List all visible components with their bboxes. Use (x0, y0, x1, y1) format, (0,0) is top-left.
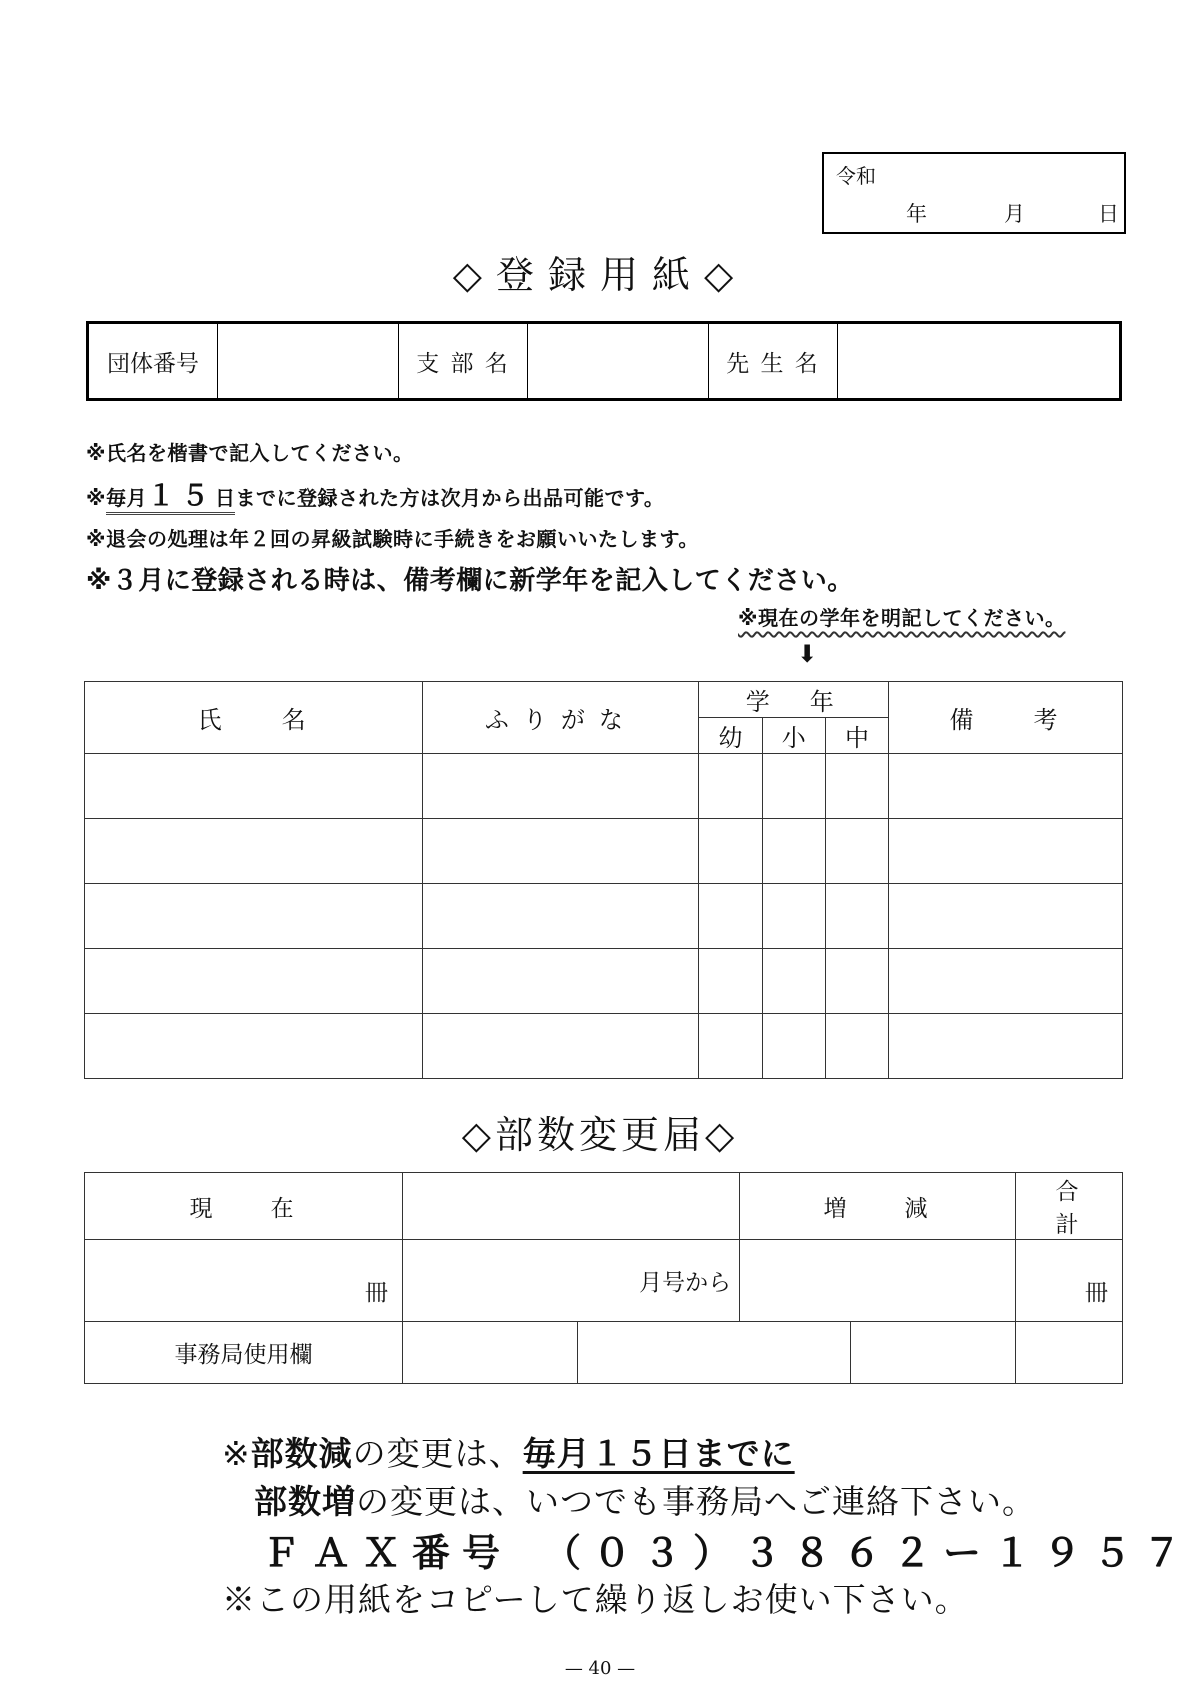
arrow-down-icon: ⬇ (797, 640, 818, 668)
era-label: 令和 (836, 164, 876, 188)
cell-kindergarten[interactable] (699, 949, 762, 1014)
cell-current[interactable] (85, 1240, 403, 1322)
cell-middle[interactable] (825, 1014, 888, 1079)
bottom-line-copy: ※この用紙をコピーして繰り返しお使い下さい。 (222, 1580, 969, 1619)
cell-name[interactable] (85, 819, 423, 884)
col-grade-middle: 中 (825, 718, 888, 754)
col-total: 合 計 (1015, 1173, 1122, 1240)
cell-remarks[interactable] (889, 819, 1123, 884)
cell-middle[interactable] (825, 754, 888, 819)
branch-field[interactable] (528, 323, 709, 400)
branch-label: 支 部 名 (399, 323, 528, 400)
note-withdrawal: ※退会の処理は年２回の昇級試験時に手続きをお願いいたします。 (86, 527, 699, 551)
info-table (86, 321, 1122, 401)
increase-label: 部数増 (254, 1482, 356, 1521)
cell-name[interactable] (85, 754, 423, 819)
decrease-label: 部数減 (250, 1434, 353, 1473)
note-deadline-day-number: １５ (146, 479, 215, 512)
col-furigana: ふりがな (423, 682, 699, 754)
bottom-line-increase (254, 1476, 1036, 1523)
cell-elementary[interactable] (762, 884, 825, 949)
cell-furigana[interactable] (423, 1014, 699, 1079)
title-register: ◇登録用紙◇ (452, 253, 748, 297)
col-grade: 学 年 (699, 682, 889, 718)
increase-text: の変更は、いつでも事務局へご連絡下さい。 (356, 1482, 1036, 1521)
title-change: ◇部数変更届◇ (461, 1113, 739, 1157)
table-row (85, 754, 1123, 819)
cell-name[interactable] (85, 1014, 423, 1079)
note-deadline-text: までに登録された方は次月から出品可能です。 (235, 486, 665, 510)
office-use-label: 事務局使用欄 (85, 1322, 403, 1384)
cell-remarks[interactable] (889, 754, 1123, 819)
note-deadline-day-unit: 日 (214, 486, 236, 510)
note-deadline-highlight (105, 479, 236, 515)
office-cell[interactable] (850, 1322, 1015, 1384)
member-table (84, 681, 1123, 1079)
table-row (85, 949, 1123, 1014)
bottom-line-decrease (222, 1428, 795, 1475)
cell-elementary[interactable] (762, 949, 825, 1014)
cell-total[interactable] (1015, 1240, 1122, 1322)
cell-middle[interactable] (825, 884, 888, 949)
change-table (84, 1172, 1137, 1384)
unit-copies: 冊 (365, 1280, 389, 1306)
col-name: 氏 名 (85, 682, 423, 754)
cell-elementary[interactable] (762, 754, 825, 819)
bottom-mark: ※ (222, 1434, 251, 1473)
office-cell[interactable] (403, 1322, 578, 1384)
decrease-deadline: 毎月１５日までに (522, 1434, 795, 1473)
col-grade-kindergarten: 幼 (699, 718, 762, 754)
note-march: ※３月に登録される時は、備考欄に新学年を記入してください。 (86, 566, 854, 596)
cell-furigana[interactable] (423, 754, 699, 819)
cell-kindergarten[interactable] (699, 884, 762, 949)
cell-blank-header (403, 1173, 740, 1240)
col-increase-decrease: 増 減 (740, 1173, 1016, 1240)
note-deadline (86, 474, 664, 514)
cell-kindergarten[interactable] (699, 754, 762, 819)
table-row (85, 1014, 1123, 1079)
col-remarks: 備 考 (889, 682, 1123, 754)
cell-name[interactable] (85, 949, 423, 1014)
cell-middle[interactable] (825, 819, 888, 884)
cell-from-issue[interactable] (403, 1240, 740, 1322)
cell-elementary[interactable] (762, 1014, 825, 1079)
group-number-field[interactable] (218, 323, 399, 400)
group-number-label: 団体番号 (88, 323, 218, 400)
month-label: 月 (1004, 202, 1025, 226)
cell-kindergarten[interactable] (699, 819, 762, 884)
cell-furigana[interactable] (423, 949, 699, 1014)
col-grade-elementary: 小 (762, 718, 825, 754)
col-current: 現 在 (85, 1173, 403, 1240)
from-issue-label: 月号から (639, 1270, 732, 1296)
unit-copies: 冊 (1085, 1280, 1108, 1306)
cell-name[interactable] (85, 884, 423, 949)
note-current-grade: ※現在の学年を明記してください。 (738, 606, 1066, 630)
year-label: 年 (906, 202, 927, 226)
cell-furigana[interactable] (423, 819, 699, 884)
cell-furigana[interactable] (423, 884, 699, 949)
cell-kindergarten[interactable] (699, 1014, 762, 1079)
cell-increase-decrease[interactable] (740, 1240, 1016, 1322)
note-calligraphy: ※氏名を楷書で記入してください。 (86, 441, 414, 465)
table-row (85, 819, 1123, 884)
office-cell[interactable] (1015, 1322, 1122, 1384)
date-box (822, 152, 1126, 234)
teacher-label: 先 生 名 (709, 323, 838, 400)
note-deadline-mark: ※ (86, 486, 106, 510)
cell-middle[interactable] (825, 949, 888, 1014)
decrease-text: の変更は、 (352, 1434, 523, 1473)
cell-remarks[interactable] (889, 884, 1123, 949)
cell-remarks[interactable] (889, 1014, 1123, 1079)
day-label: 日 (1098, 202, 1119, 226)
office-cell[interactable] (578, 1322, 851, 1384)
teacher-field[interactable] (838, 323, 1121, 400)
fax-number: ＦＡＸ番号 （０３）３８６２ー１９５７ (262, 1531, 1194, 1575)
page-number: — 40 — (564, 1658, 636, 1679)
cell-elementary[interactable] (762, 819, 825, 884)
table-row (85, 884, 1123, 949)
note-deadline-every-month: 毎月 (105, 486, 147, 510)
cell-remarks[interactable] (889, 949, 1123, 1014)
